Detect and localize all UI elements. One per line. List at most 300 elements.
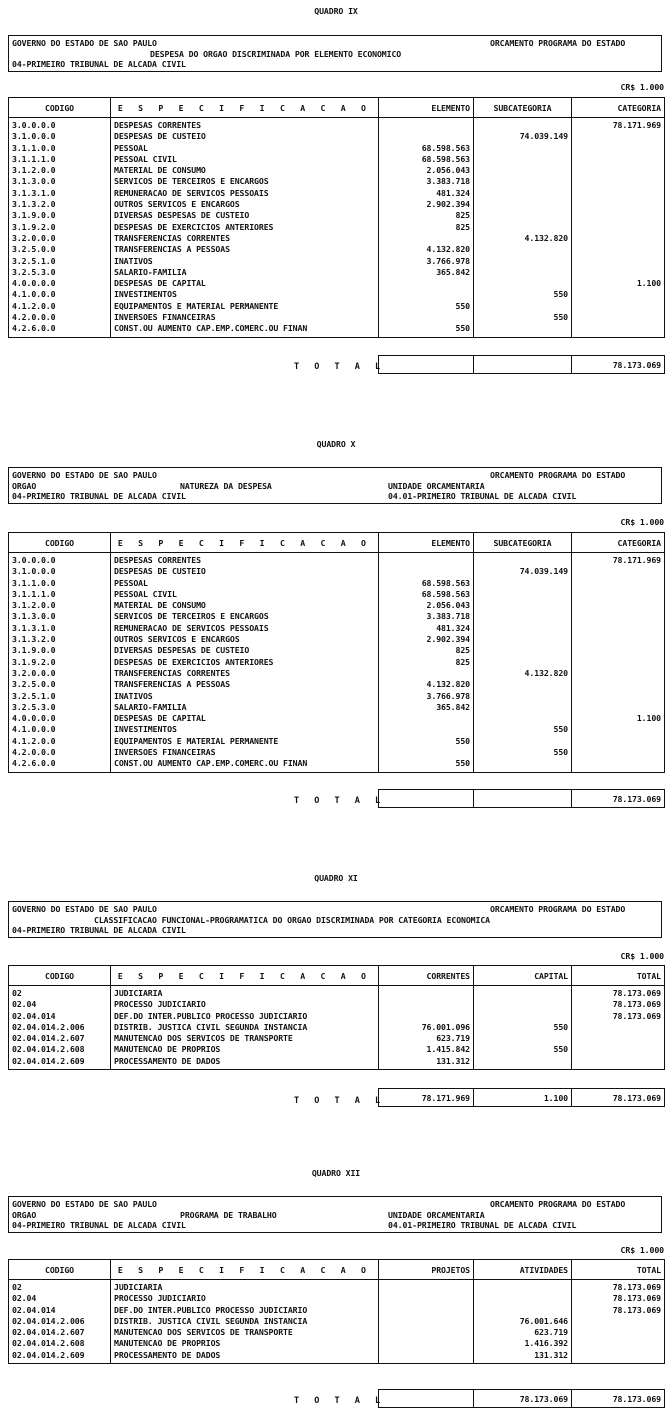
cell-especificacao: PESSOAL CIVIL <box>111 154 379 165</box>
total-projetos <box>379 1390 474 1408</box>
table-row <box>9 323 665 337</box>
report-header-box <box>8 35 662 72</box>
total-elemento <box>379 356 474 374</box>
table-row <box>9 199 665 210</box>
quadro-title: QUADRO XI <box>314 873 358 883</box>
cell-value: 550 <box>379 758 474 772</box>
cell-codigo: 3.1.1.1.0 <box>9 154 111 165</box>
report-header-box <box>8 467 662 504</box>
cell-value <box>572 611 665 622</box>
cell-especificacao: DESPESAS DE EXERCICIOS ANTERIORES <box>111 657 379 668</box>
cell-value <box>474 118 572 132</box>
cell-value <box>379 1327 474 1338</box>
cell-codigo: 3.1.1.1.0 <box>9 589 111 600</box>
cell-value <box>572 679 665 690</box>
cell-value <box>572 589 665 600</box>
cell-value: 131.312 <box>474 1350 572 1364</box>
cell-value <box>379 747 474 758</box>
government-name: GOVERNO DO ESTADO DE SAO PAULO <box>12 904 157 914</box>
cell-value <box>572 657 665 668</box>
cell-value <box>474 713 572 724</box>
cell-codigo: 3.1.3.0.0 <box>9 611 111 622</box>
government-name: GOVERNO DO ESTADO DE SAO PAULO <box>12 38 157 48</box>
budget-unit-label: UNIDADE ORCAMENTARIA <box>388 480 485 491</box>
total-label: T O T A L <box>294 1096 386 1106</box>
table-row <box>9 244 665 255</box>
cell-value <box>572 724 665 735</box>
cell-value: 2.056.043 <box>379 165 474 176</box>
currency-unit: CR$ 1.000 <box>620 82 664 92</box>
table-row <box>9 566 665 577</box>
cell-value: 550 <box>474 1022 572 1033</box>
column-header-categoria: CATEGORIA <box>572 98 665 118</box>
cell-especificacao: SALARIO-FAMILIA <box>111 267 379 278</box>
cell-codigo: 3.1.2.0.0 <box>9 165 111 176</box>
cell-codigo: 3.2.0.0.0 <box>9 668 111 679</box>
currency-unit: CR$ 1.000 <box>620 517 664 527</box>
cell-especificacao: DESPESAS CORRENTES <box>111 553 379 567</box>
cell-especificacao: PROCESSAMENTO DE DADOS <box>111 1056 379 1070</box>
cell-value <box>474 165 572 176</box>
cell-value: 550 <box>379 323 474 337</box>
cell-codigo: 3.1.1.0.0 <box>9 143 111 154</box>
cell-value: 4.132.820 <box>474 668 572 679</box>
total-total: 78.173.069 <box>572 1390 665 1408</box>
cell-value <box>474 600 572 611</box>
work-program-table <box>8 1259 665 1364</box>
cell-value: 78.173.069 <box>572 1293 665 1304</box>
cell-codigo: 4.0.0.0.0 <box>9 278 111 289</box>
budget-program-label: ORCAMENTO PROGRAMA DO ESTADO <box>490 38 626 48</box>
table-row <box>9 645 665 656</box>
cell-value: 550 <box>474 289 572 300</box>
cell-value: 68.598.563 <box>379 154 474 165</box>
column-header-elemento: ELEMENTO <box>379 98 474 118</box>
cell-value: 1.416.392 <box>474 1338 572 1349</box>
cell-value <box>572 623 665 634</box>
table-row <box>9 143 665 154</box>
cell-especificacao: SERVICOS DE TERCEIROS E ENCARGOS <box>111 176 379 187</box>
table-row <box>9 1305 665 1316</box>
cell-value <box>474 1293 572 1304</box>
cell-value: 1.100 <box>572 713 665 724</box>
cell-value <box>474 256 572 267</box>
cell-especificacao: PROCESSAMENTO DE DADOS <box>111 1350 379 1364</box>
cell-value: 3.766.978 <box>379 691 474 702</box>
cell-value <box>474 143 572 154</box>
table-row <box>9 679 665 690</box>
cell-value: 2.902.394 <box>379 199 474 210</box>
table-row <box>9 222 665 233</box>
table-row <box>9 1022 665 1033</box>
table-row <box>9 736 665 747</box>
cell-codigo: 02 <box>9 1280 111 1294</box>
cell-especificacao: CONST.OU AUMENTO CAP.EMP.COMERC.OU FINAN <box>111 323 379 337</box>
cell-codigo: 4.2.6.0.0 <box>9 323 111 337</box>
cell-especificacao: TRANSFERENCIAS A PESSOAS <box>111 679 379 690</box>
cell-codigo: 02.04.014.2.608 <box>9 1044 111 1055</box>
cell-value <box>572 1316 665 1327</box>
cell-value: 365.842 <box>379 267 474 278</box>
cell-value <box>474 986 572 1000</box>
cell-value <box>572 312 665 323</box>
cell-value <box>572 233 665 244</box>
table-row <box>9 1327 665 1338</box>
cell-codigo: 3.2.5.3.0 <box>9 267 111 278</box>
cell-value <box>474 176 572 187</box>
total-row <box>378 1389 665 1408</box>
cell-value <box>572 154 665 165</box>
cell-value <box>474 657 572 668</box>
cell-especificacao: INVESTIMENTOS <box>111 289 379 300</box>
cell-value <box>474 702 572 713</box>
cell-especificacao: PESSOAL <box>111 143 379 154</box>
cell-value: 68.598.563 <box>379 143 474 154</box>
cell-value <box>572 1022 665 1033</box>
cell-value <box>572 176 665 187</box>
table-row <box>9 623 665 634</box>
cell-especificacao: DESPESAS DE CAPITAL <box>111 713 379 724</box>
table-row <box>9 1011 665 1022</box>
cell-value <box>379 1338 474 1349</box>
cell-codigo: 4.0.0.0.0 <box>9 713 111 724</box>
cell-especificacao: REMUNERACAO DE SERVICOS PESSOAIS <box>111 623 379 634</box>
cell-value <box>572 143 665 154</box>
cell-value <box>572 600 665 611</box>
cell-value <box>474 1056 572 1070</box>
cell-value: 78.171.969 <box>572 553 665 567</box>
cell-codigo: 02.04.014.2.609 <box>9 1350 111 1364</box>
cell-codigo: 02.04.014.2.006 <box>9 1316 111 1327</box>
cell-value <box>379 1280 474 1294</box>
table-row <box>9 747 665 758</box>
cell-codigo: 3.2.5.3.0 <box>9 702 111 713</box>
table-row <box>9 724 665 735</box>
cell-value <box>474 301 572 312</box>
cell-value: 550 <box>474 1044 572 1055</box>
cell-value <box>572 1338 665 1349</box>
cell-value: 3.383.718 <box>379 176 474 187</box>
government-name: GOVERNO DO ESTADO DE SAO PAULO <box>12 470 157 480</box>
cell-value <box>474 188 572 199</box>
cell-value <box>379 289 474 300</box>
table-row <box>9 691 665 702</box>
cell-value <box>474 1305 572 1316</box>
cell-value <box>572 301 665 312</box>
column-header-elemento: ELEMENTO <box>379 533 474 553</box>
total-subcategoria <box>474 790 572 808</box>
cell-value <box>379 131 474 142</box>
cell-value: 74.039.149 <box>474 131 572 142</box>
cell-value: 76.001.096 <box>379 1022 474 1033</box>
cell-value: 2.902.394 <box>379 634 474 645</box>
table-row <box>9 589 665 600</box>
cell-value <box>572 1044 665 1055</box>
table-row <box>9 267 665 278</box>
cell-especificacao: DESPESAS DE CAPITAL <box>111 278 379 289</box>
cell-value: 550 <box>474 724 572 735</box>
cell-value <box>572 165 665 176</box>
cell-value <box>572 256 665 267</box>
cell-value: 78.173.069 <box>572 1305 665 1316</box>
cell-codigo: 3.1.3.2.0 <box>9 634 111 645</box>
cell-value: 1.415.842 <box>379 1044 474 1055</box>
cell-value <box>572 199 665 210</box>
budget-unit-name: 04.01-PRIMEIRO TRIBUNAL DE ALCADA CIVIL <box>388 491 577 501</box>
column-header-especificacao: E S P E C I F I C A C A O <box>111 98 379 118</box>
cell-value <box>474 222 572 233</box>
table-row <box>9 553 665 567</box>
cell-codigo: 02.04.014 <box>9 1305 111 1316</box>
cell-especificacao: OUTROS SERVICOS E ENCARGOS <box>111 199 379 210</box>
cell-especificacao: PESSOAL CIVIL <box>111 589 379 600</box>
cell-value: 825 <box>379 210 474 221</box>
cell-value <box>474 244 572 255</box>
cell-value <box>572 1033 665 1044</box>
table-row <box>9 986 665 1000</box>
cell-codigo: 4.2.0.0.0 <box>9 747 111 758</box>
cell-codigo: 3.2.0.0.0 <box>9 233 111 244</box>
total-total: 78.173.069 <box>572 1089 665 1107</box>
budget-program-label: ORCAMENTO PROGRAMA DO ESTADO <box>490 470 626 480</box>
cell-value: 68.598.563 <box>379 578 474 589</box>
table-row <box>9 1044 665 1055</box>
cell-especificacao: CONST.OU AUMENTO CAP.EMP.COMERC.OU FINAN <box>111 758 379 772</box>
total-row <box>378 789 665 808</box>
cell-value: 4.132.820 <box>474 233 572 244</box>
cell-codigo: 3.1.9.0.0 <box>9 210 111 221</box>
table-row <box>9 1056 665 1070</box>
cell-value <box>474 589 572 600</box>
cell-value: 825 <box>379 657 474 668</box>
cell-especificacao: DEF.DO INTER.PUBLICO PROCESSO JUDICIARIO <box>111 1011 379 1022</box>
cell-especificacao: INATIVOS <box>111 256 379 267</box>
cell-value <box>474 578 572 589</box>
cell-value <box>379 278 474 289</box>
cell-value <box>379 668 474 679</box>
report-subtitle: CLASSIFICACAO FUNCIONAL-PROGRAMATICA DO ORGAO DISCRIMINADA POR CATEGORIA ECONOMICA <box>94 914 491 925</box>
government-name: GOVERNO DO ESTADO DE SAO PAULO <box>12 1199 157 1209</box>
cell-value: 550 <box>379 301 474 312</box>
column-header-subcategoria: SUBCATEGORIA <box>474 533 572 553</box>
cell-especificacao: JUDICIARIA <box>111 1280 379 1294</box>
cell-value <box>572 634 665 645</box>
cell-value <box>379 312 474 323</box>
cell-value <box>474 553 572 567</box>
cell-codigo: 4.2.6.0.0 <box>9 758 111 772</box>
table-row <box>9 256 665 267</box>
cell-value <box>474 623 572 634</box>
cell-value <box>474 1011 572 1022</box>
quadro-title: QUADRO X <box>316 439 356 449</box>
cell-value <box>379 553 474 567</box>
total-elemento <box>379 790 474 808</box>
cell-value <box>379 713 474 724</box>
table-row <box>9 165 665 176</box>
cell-codigo: 3.2.5.1.0 <box>9 256 111 267</box>
cell-value <box>379 233 474 244</box>
cell-codigo: 02.04 <box>9 999 111 1010</box>
cell-value: 78.171.969 <box>572 118 665 132</box>
table-row <box>9 289 665 300</box>
cell-value <box>379 566 474 577</box>
table-row <box>9 611 665 622</box>
cell-codigo: 4.1.2.0.0 <box>9 301 111 312</box>
cell-codigo: 3.1.1.0.0 <box>9 578 111 589</box>
table-row <box>9 1293 665 1304</box>
cell-value: 550 <box>379 736 474 747</box>
cell-codigo: 3.0.0.0.0 <box>9 553 111 567</box>
table-row <box>9 210 665 221</box>
cell-codigo: 3.2.5.0.0 <box>9 679 111 690</box>
expense-table <box>8 97 665 338</box>
cell-especificacao: JUDICIARIA <box>111 986 379 1000</box>
table-row <box>9 154 665 165</box>
organ-label: ORGAO <box>12 480 37 491</box>
table-row <box>9 176 665 187</box>
cell-codigo: 3.1.9.2.0 <box>9 222 111 233</box>
cell-value <box>572 267 665 278</box>
cell-codigo: 4.1.0.0.0 <box>9 724 111 735</box>
cell-value <box>474 611 572 622</box>
cell-value <box>572 747 665 758</box>
total-categoria: 78.173.069 <box>572 790 665 808</box>
organ-name: 04-PRIMEIRO TRIBUNAL DE ALCADA CIVIL <box>12 1220 186 1230</box>
column-header-subcategoria: SUBCATEGORIA <box>474 98 572 118</box>
cell-codigo: 3.2.5.0.0 <box>9 244 111 255</box>
cell-codigo: 02 <box>9 986 111 1000</box>
table-row <box>9 1033 665 1044</box>
cell-especificacao: DISTRIB. JUSTICA CIVIL SEGUNDA INSTANCIA <box>111 1316 379 1327</box>
cell-codigo: 02.04.014 <box>9 1011 111 1022</box>
cell-value: 623.719 <box>379 1033 474 1044</box>
cell-value: 481.324 <box>379 623 474 634</box>
organ-name: 04-PRIMEIRO TRIBUNAL DE ALCADA CIVIL <box>12 59 186 69</box>
cell-codigo: 3.1.3.0.0 <box>9 176 111 187</box>
cell-especificacao: INVESTIMENTOS <box>111 724 379 735</box>
table-row <box>9 278 665 289</box>
cell-especificacao: DESPESAS DE EXERCICIOS ANTERIORES <box>111 222 379 233</box>
cell-especificacao: REMUNERACAO DE SERVICOS PESSOAIS <box>111 188 379 199</box>
table-row <box>9 1338 665 1349</box>
table-row <box>9 131 665 142</box>
cell-value <box>379 986 474 1000</box>
budget-unit-name: 04.01-PRIMEIRO TRIBUNAL DE ALCADA CIVIL <box>388 1220 577 1230</box>
cell-value <box>572 691 665 702</box>
cell-especificacao: DEF.DO INTER.PUBLICO PROCESSO JUDICIARIO <box>111 1305 379 1316</box>
cell-codigo: 3.1.0.0.0 <box>9 131 111 142</box>
cell-value: 68.598.563 <box>379 589 474 600</box>
cell-value <box>474 758 572 772</box>
cell-value: 131.312 <box>379 1056 474 1070</box>
cell-value <box>474 154 572 165</box>
cell-value <box>379 1305 474 1316</box>
cell-codigo: 4.1.2.0.0 <box>9 736 111 747</box>
cell-especificacao: EQUIPAMENTOS E MATERIAL PERMANENTE <box>111 301 379 312</box>
table-row <box>9 1316 665 1327</box>
cell-especificacao: EQUIPAMENTOS E MATERIAL PERMANENTE <box>111 736 379 747</box>
cell-value: 4.132.820 <box>379 679 474 690</box>
total-categoria: 78.173.069 <box>572 356 665 374</box>
cell-codigo: 3.2.5.1.0 <box>9 691 111 702</box>
quadro-title: QUADRO XII <box>311 1168 361 1178</box>
column-header-especificacao: E S P E C I F I C A C A O <box>111 533 379 553</box>
cell-value <box>474 267 572 278</box>
cell-value <box>572 222 665 233</box>
cell-codigo: 02.04.014.2.609 <box>9 1056 111 1070</box>
table-row <box>9 301 665 312</box>
table-row <box>9 233 665 244</box>
table-row <box>9 1280 665 1294</box>
column-header-atividades: ATIVIDADES <box>474 1260 572 1280</box>
report-header-box <box>8 901 662 938</box>
cell-value <box>572 1056 665 1070</box>
column-header-correntes: CORRENTES <box>379 966 474 986</box>
cell-value <box>379 1316 474 1327</box>
cell-especificacao: SALARIO-FAMILIA <box>111 702 379 713</box>
cell-value: 76.001.646 <box>474 1316 572 1327</box>
cell-value <box>474 1280 572 1294</box>
table-row <box>9 118 665 132</box>
cell-value <box>572 566 665 577</box>
table-row <box>9 600 665 611</box>
cell-codigo: 3.1.2.0.0 <box>9 600 111 611</box>
cell-especificacao: MANUTENCAO DE PROPRIOS <box>111 1044 379 1055</box>
cell-especificacao: INVERSOES FINANCEIRAS <box>111 312 379 323</box>
cell-value: 481.324 <box>379 188 474 199</box>
column-header-capital: CAPITAL <box>474 966 572 986</box>
report-subtitle: NATUREZA DA DESPESA <box>180 480 272 491</box>
table-row <box>9 312 665 323</box>
cell-value <box>474 999 572 1010</box>
column-header-codigo: CODIGO <box>9 533 111 553</box>
table-row <box>9 758 665 772</box>
cell-especificacao: MANUTENCAO DOS SERVICOS DE TRANSPORTE <box>111 1327 379 1338</box>
cell-value <box>474 736 572 747</box>
cell-codigo: 02.04 <box>9 1293 111 1304</box>
cell-especificacao: TRANSFERENCIAS A PESSOAS <box>111 244 379 255</box>
cell-value <box>379 118 474 132</box>
column-header-especificacao: E S P E C I F I C A C A O <box>111 1260 379 1280</box>
cell-value: 825 <box>379 645 474 656</box>
cell-value <box>572 323 665 337</box>
cell-value <box>572 131 665 142</box>
cell-value <box>474 323 572 337</box>
cell-value <box>572 1350 665 1364</box>
budget-unit-label: UNIDADE ORCAMENTARIA <box>388 1209 485 1220</box>
currency-unit: CR$ 1.000 <box>620 1245 664 1255</box>
cell-value <box>379 1011 474 1022</box>
cell-codigo: 02.04.014.2.607 <box>9 1033 111 1044</box>
total-label: T O T A L <box>294 1396 386 1406</box>
cell-codigo: 3.1.3.1.0 <box>9 188 111 199</box>
cell-especificacao: TRANSFERENCIAS CORRENTES <box>111 668 379 679</box>
total-atividades: 78.173.069 <box>474 1390 572 1408</box>
total-capital: 1.100 <box>474 1089 572 1107</box>
functional-program-table <box>8 965 665 1070</box>
cell-value <box>572 210 665 221</box>
cell-value: 2.056.043 <box>379 600 474 611</box>
table-row <box>9 702 665 713</box>
cell-value <box>474 210 572 221</box>
table-row <box>9 999 665 1010</box>
cell-especificacao: SERVICOS DE TERCEIROS E ENCARGOS <box>111 611 379 622</box>
cell-especificacao: MANUTENCAO DE PROPRIOS <box>111 1338 379 1349</box>
cell-value: 78.173.069 <box>572 1011 665 1022</box>
cell-value <box>572 668 665 679</box>
cell-value <box>572 578 665 589</box>
cell-codigo: 3.0.0.0.0 <box>9 118 111 132</box>
